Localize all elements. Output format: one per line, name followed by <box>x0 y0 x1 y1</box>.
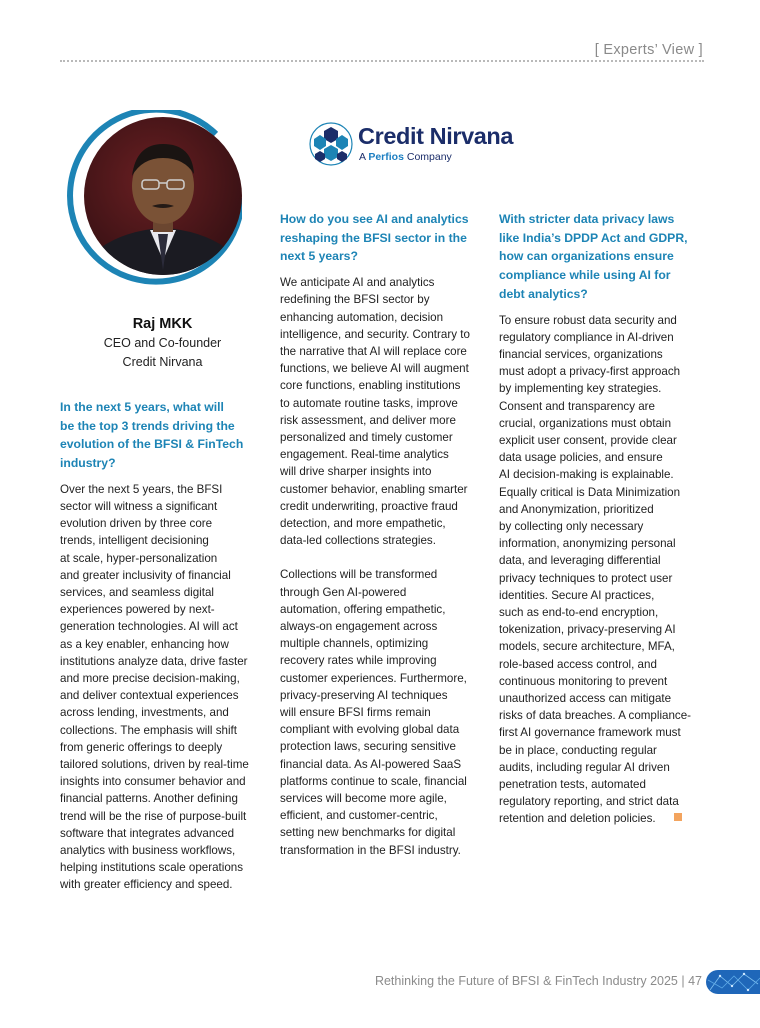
answer-3: To ensure robust data security and regulatory compliance in AI-driven financial services, organizations must adopt a privacy-first approach by implementing key strategies. Consent and transparency are crucial, organizations must obtain explicit user consent, provide clear data usage policies, and ensure AI decision-making is explainable. Equally critical is Data Minimization and Anonymization, prioritized by collecting only necessary information, anonymizing personal data, and leveraging differential privacy techniques to protect user identities. Secure AI practices, such as end-to-end encryption, tokenization, privacy-preserving AI models, secure architecture, MFA, role-based access control, and continuous monitoring to prevent unauthorized access can mitigate risks of data breaches. A compliance- first AI governance framework must be in place, conducting regular audits, including regular AI driven penetration tests, automated regulatory reporting, and strict data retention and deletion policies. <box>499 313 692 826</box>
column-3 <box>499 210 709 828</box>
column-1 <box>60 398 275 894</box>
profile-caption <box>60 314 265 372</box>
answer-2-paragraph-2: Collections will be transformed through Gen AI-powered automation, offering empathetic, always-on engagement across multiple channels, optimizing recovery rates while improving customer experiences. Furthermore, privacy-preserving AI techniques will ensure BFSI firms remain compliant with evolving global data protection laws, securing sensitive financial data. As AI-powered SaaS platforms continue to scale, financial services will become more agile, efficient, and customer-centric, setting new benchmarks for digital transformation in the BFSI industry. <box>280 568 467 857</box>
logo-mark-icon <box>308 121 354 167</box>
end-of-article-icon <box>674 813 682 821</box>
person-role: CEO and Co-founder <box>103 336 222 350</box>
logo-subtitle: A Perfios Company <box>359 151 452 163</box>
answer-2-paragraph-1: We anticipate AI and analytics redefining the BFSI sector by enhancing automation, decision intelligence, and security. Contrary to the narrative that AI will replace core functions, we believe AI will augment core functions, enabling institutions to automate routine tasks, improve risk assessment, and deliver more personalized and timely customer engagement. Real-time analytics will drive sharper insights into customer behavior, enabling smarter credit underwriting, proactive fraud detection, and more empathetic, data-led collections strategies. <box>280 276 470 548</box>
logo-brand: Credit Nirvana <box>358 123 514 149</box>
profile-photo <box>66 110 242 286</box>
footer-decoration <box>706 970 760 994</box>
column-2 <box>280 210 495 859</box>
question-2: How do you see AI and analytics reshaping the BFSI sector in the next 5 years? <box>280 212 469 264</box>
section-tag: [ Experts’ View ] <box>594 42 703 58</box>
header-divider <box>60 60 704 62</box>
question-3: With stricter data privacy laws like India’s DPDP Act and GDPR, how can organizations ensure compliance while using AI for debt analytics? <box>499 212 688 301</box>
company-logo <box>308 121 518 169</box>
person-name: Raj MKK <box>132 316 193 332</box>
person-company: Credit Nirvana <box>122 355 203 369</box>
footer-text: Rethinking the Future of BFSI & FinTech Industry 2025 | 47 <box>374 974 702 988</box>
answer-1: Over the next 5 years, the BFSI sector will witness a significant evolution driven by three core trends, intelligent decisioning at scale, hyper-personalization and greater inclusivity of financial services, and seamless digital experiences powered by next- generation technologies. AI will act as a key enabler, enhancing how institutions analyze data, drive faster and more precise decision-making, and deliver contextual experiences across lending, investments, and collections. The emphasis will shift from generic offerings to deeply tailored solutions, driven by real-time insights into consumer behavior and financial patterns. Another defining trend will be the rise of purpose-built software that integrates advanced analytics with business workflows, helping institutions scale operations with greater efficiency and speed. <box>60 482 249 892</box>
question-1: In the next 5 years, what will be the top 3 trends driving the evolution of the BFSI & FinTech industry? <box>60 400 244 471</box>
